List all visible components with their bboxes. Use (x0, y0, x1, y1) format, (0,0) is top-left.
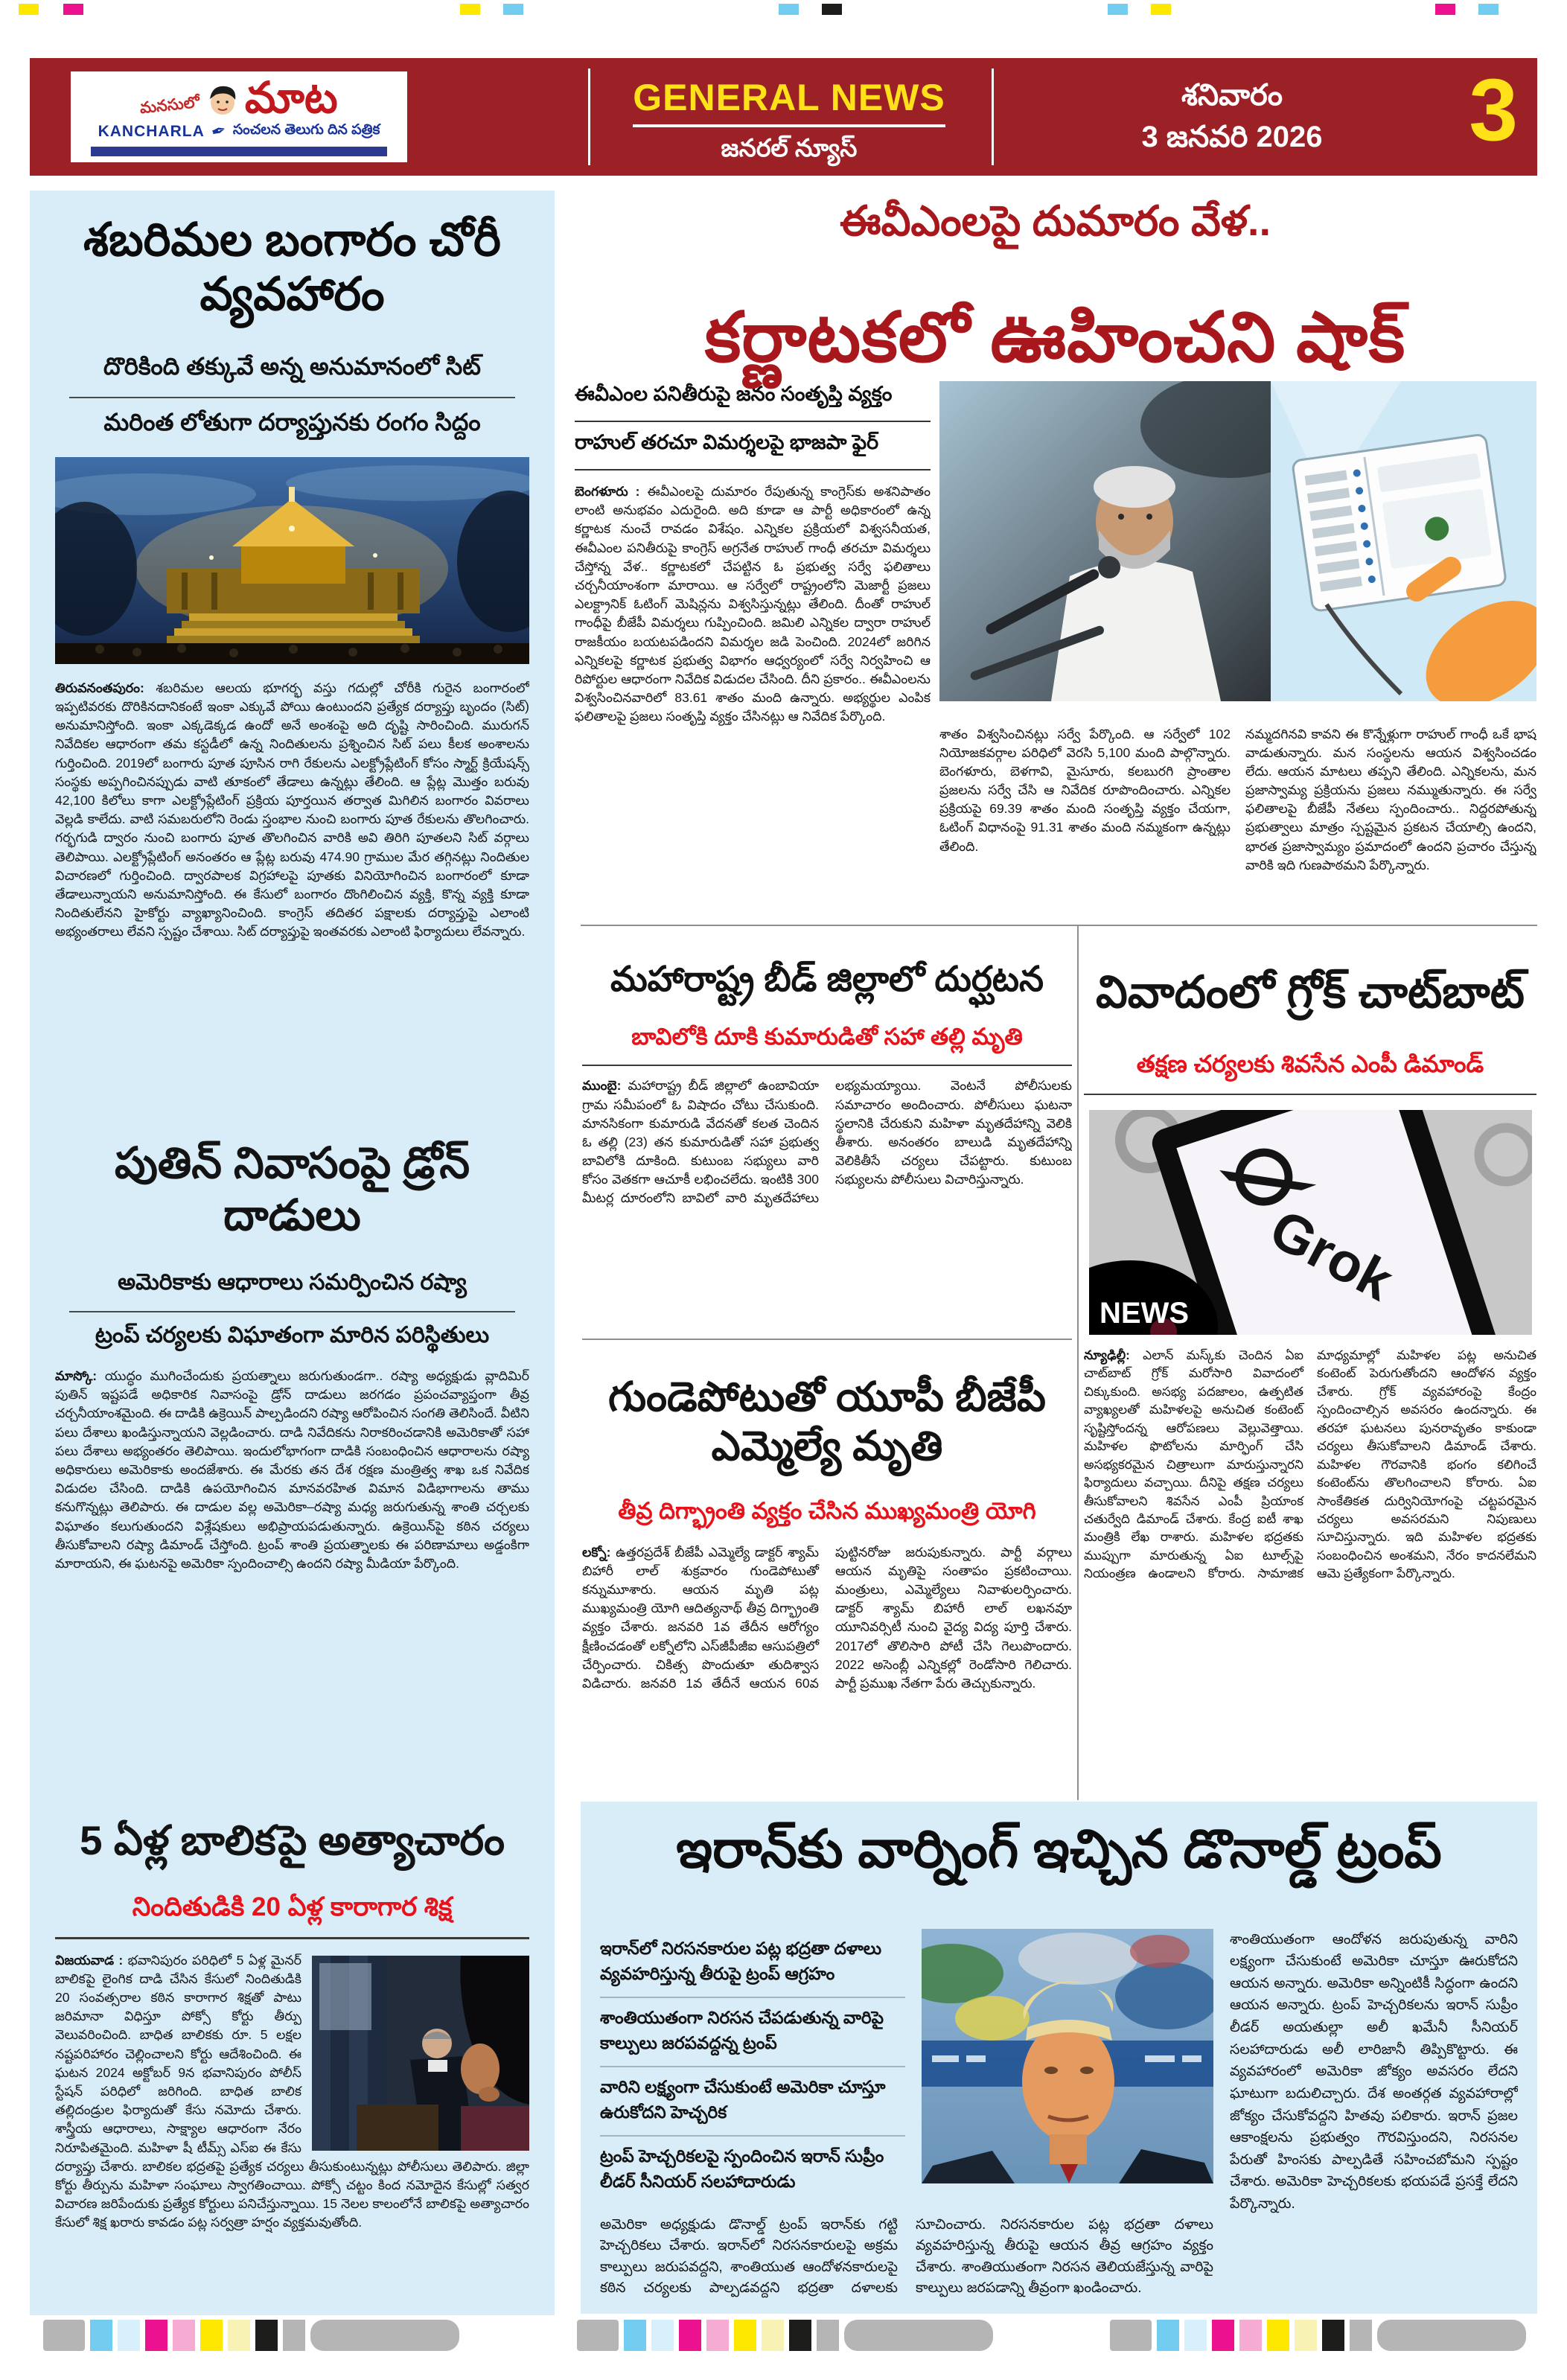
article-headline: 5 ఏళ్ల బాలికపై అత్యాచారం (80, 1816, 505, 1863)
article-headline: పుతిన్ నివాసంపై డ్రోన్ దాడులు (114, 1139, 470, 1240)
evm-article-continued (939, 712, 1536, 949)
column-divider (1077, 925, 1079, 1800)
color-swatch (817, 2320, 839, 2351)
article-deck: ట్రంప్ చర్యలకు విఘాతంగా మారిన పరిస్థితులు (95, 1323, 490, 1348)
color-swatch (1377, 2320, 1526, 2351)
page-number: 3 (1469, 61, 1518, 159)
article-up-mla-death (582, 1344, 1072, 1789)
article-deck: అమెరికాకు ఆధారాలు సమర్పించిన రష్యా (118, 1270, 467, 1295)
bullet-item: ఇరాన్‌లో నిరసనకారుల పట్ల భద్రతా దళాలు వ్యవహరిస్తున్న తీరుపై ట్రంప్ ఆగ్రహం (600, 1929, 905, 1998)
body-text: శబరిమల ఆలయ భూగర్భ వస్తు గదుల్లో చోరీకి గురైన బంగారంలో ఇప్పటివరకు దొరికినదానికంటే ఇంకా ఎక్కువే పోయి ఉంటుందని ప్రత్యేక దర్యాప్తు బృందం (సిట్) అనుమానిస్తోంది. ఇంకా ఎక్కడెక్కడ ఉందో అనే అంశంపై అది దృష్టి సారించింది. మురుగన్ నివేదికల ఆధారంగా తమ కస్టడీలో ఉన్న నిందితులను ప్రశ్నించిన సిట్ పలు కీలక అంశాలను గుర్తించింది. 2019లో బంగారు పూత పూసిన రాగి రేకులను ఎలక్ట్రోప్లేటింగ్ కోసం స్మార్ట్ క్రియేషన్స్ సంస్థకు అప్పగించినప్పుడు వాటి తూకంలో తేడాలు ఉన్నట్లు తేలింది. ఆ ప్లేట్ల మొత్తం బరువు 42,100 కిలోలు కాగా ఎలక్ట్రోప్లేటింగ్ ప్రక్రియ పూర్తయిన తర్వాత మిగిలిన బంగారం వివరాలు వెల్లడి కాలేదు. వాటి సమబరులోని రెండు స్తంభాల నుంచి బంగారు పూత రేకులను తొలగించారు. గర్భగుడి ద్వారం నుంచి బంగారు పూత తొలగించిన వారికి అవి తిరిగి పూతలని సిట్ వర్గాలు తెలిపాయి. ఎలక్ట్రోప్లేటింగ్ అనంతరం ఆ ప్లేట్ల బరువు 474.90 గ్రాముల మేర తగ్గినట్లు నిందితుల విచారణలో గుర్తించింది. ద్వారపాలక విగ్రహాలపై పూతకు వినియోగించిన బంగారంలో కూడా తేడాలున్నాయని అనుమానిస్తోంది. ఈ కేసులో బంగారం దొంగిలించిన వ్యక్తి, కొన్న వ్యక్తి కూడా నిందితులేనని హైకోర్టు వ్యాఖ్యానించింది. కాంగ్రెస్ తదితర పక్షాలకు దర్యాప్తుపై ఎలాంటి అభ్యంతరాలు లేవని స్పష్టం చేశాయి. సిట్ దర్యాప్తుపై ఇంతవరకు ఎలాంటి ఫిర్యాదులు లేవన్నారు. (55, 680, 529, 939)
article-body (55, 1367, 529, 1754)
newspaper-logo (71, 71, 407, 162)
article-girl-assault-verdict (55, 1788, 529, 2265)
color-swatch (779, 4, 799, 15)
color-swatch (145, 2320, 167, 2351)
bullet-item: వారిని లక్ష్యంగా చేసుకుంటే అమెరికా చూస్తూ ఉరుకోదని హెచ్చరిక (600, 2067, 905, 2137)
publisher-name: KANCHARLA (98, 122, 205, 140)
dateline: తిరువనంతపురం: (55, 680, 144, 695)
article-kicker: ఈవీఎంలపై దుమారం వేళ.. (839, 197, 1271, 244)
color-swatch (460, 4, 480, 15)
color-swatch (1184, 2320, 1207, 2351)
article-headline: శబరిమల బంగారం చోరీ వ్యవహారం (83, 214, 501, 321)
bullet-item: ట్రంప్ హెచ్చరికలపై స్పందించిన ఇరాన్ సుప్రీం లీడర్ సీనియర్ సలహాదారుడు (600, 2145, 884, 2192)
color-swatch (844, 2320, 993, 2351)
color-swatch (762, 2320, 784, 2351)
bullet-list (600, 1929, 905, 2204)
article-body-below-photo: అమెరికా అధ్యక్షుడు డొనాల్డ్ ట్రంప్ ఇరాన్‌కు గట్టి హెచ్చరికలు చేశారు. ఇరాన్‌లో నిరసనకారులపై అక్రమ కాల్పులు జరుపవద్దని, శాంతియుత ఆందోళనకారులపై కఠిన చర్యలకు పాల్పడవద్దని భద్రతా దళాలకు సూచించారు. నిరసనకారుల పట్ల భద్రతా దళాలు వ్యవహరిస్తున్న తీరుపై ఆయన తీవ్ర ఆగ్రహం వ్యక్తం చేశారు. శాంతియుతంగా నిరసన తెలియజేస్తున్న వారిపై కాల్పులు జరపడాన్ని తీవ్రంగా ఖండించారు. (600, 2216, 1213, 2297)
header-divider (992, 68, 994, 165)
dateline: విజయవాడ : (55, 1952, 124, 1968)
registration-marks-bottom (43, 2320, 1526, 2351)
left-column-panel (30, 191, 555, 2315)
body-text: యుద్ధం ముగించేందుకు ప్రయత్నాలు జరుగుతుండగా.. రష్యా అధ్యక్షుడు వ్లాదిమిర్ పుతిన్ ఇష్టపడే అధికారిక నివాసంపై డ్రోన్ దాడులు జరగడం ప్రపంచవ్యాప్తంగా తీవ్ర చర్చనీయాంశమైంది. ఈ దాడికి ఉక్రెయిన్ పాల్పడిందని రష్యా ఆరోపించిన సంగతి తెలిసిందే. వీటిని పలు దేశాలు ఖండిస్తున్నాయని వెల్లడించారు. దాడి నివేదికను నిరాకరించడానికి అమెరికాతో సహా పలు దేశాలు అభ్యంతరం తెలిపాయి. ఇందులోభాగంగా దాడికి సంబంధించిన ఆధారాలను రష్యా అధికారులు అమెరికాకు అందజేశారు. ఈ మేరకు తన దేశ రక్షణ మంత్రిత్వ శాఖ ఒక నివేదిక విడుదల చేసింది. దాడికి ఉపయోగించిన మానవరహిత విమాన విడిభాగాలను తాము కనుగొన్నట్లు తెలిపారు. ఈ దాడుల వల్ల అమెరికా–రష్యా మధ్య జరుగుతున్న శాంతి చర్చలకు విఘాతం కలుగుతుందని విశ్లేషకులు అభిప్రాయపడుతున్నారు. ఉక్రెయిన్‌పై కఠిన చర్యలు తీసుకోవాలని రష్యా డిమాండ్ చేస్తోంది. ట్రంప్ శాంతి ప్రయత్నాలకు ఈ పరిణామాలు అడ్డంకిగా మారాయని, ఈ ఘటనపై అమెరికా స్పందించాల్సి ఉందని రష్యా మీడియా పేర్కొంది. (55, 1368, 529, 1571)
grok-phone-photo (1089, 1110, 1532, 1335)
color-swatch (1295, 2320, 1317, 2351)
trump-article-left (600, 1929, 1213, 2352)
color-swatch (1108, 4, 1128, 15)
color-swatch (200, 2320, 223, 2351)
color-swatch (173, 2320, 195, 2351)
bullet-item: శాంతియుతంగా నిరసన చేపడుతున్న వారిపై కాల్పులు జరపవద్దన్న ట్రంప్ (600, 1998, 905, 2067)
color-swatch (1212, 2320, 1234, 2351)
article-deck: బావిలోకి దూకి కుమారుడితో సహా తల్లి మృతి (582, 1024, 1072, 1066)
article-deck: తక్షణ చర్యలకు శివసేన ఎంపీ డిమాండ్ (1084, 1050, 1536, 1095)
grok-logo-text: Grok (1260, 1197, 1403, 1312)
dateline: న్యూఢిల్లీ: (1084, 1347, 1130, 1362)
weekday: శనివారం (1181, 79, 1283, 112)
article-body (1084, 1347, 1536, 1694)
courtroom-photo (312, 1956, 529, 2151)
article-headline: ఇరాన్‌కు వార్నింగ్ ఇచ్చిన డొనాల్డ్ ట్రంప్ (676, 1820, 1442, 1879)
section-title-english: GENERAL NEWS (633, 76, 945, 127)
color-swatch (1267, 2320, 1289, 2351)
color-swatch (310, 2320, 459, 2351)
article-beed-tragedy (582, 935, 1072, 1350)
article-deck: తీవ్ర దిగ్భ్రాంతి వ్యక్తం చేసిన ముఖ్యమంత్రి యోగి (618, 1497, 1036, 1524)
color-swatch (43, 2320, 85, 2351)
header-divider (588, 68, 590, 165)
date-block (1012, 74, 1452, 158)
photo-badge: NEWS (1099, 1296, 1189, 1330)
article-headline: వివాదంలో గ్రోక్ చాట్‌బాట్ (1096, 967, 1525, 1018)
color-calibration-group (1110, 2320, 1526, 2351)
issue-date: 3 జనవరి 2026 (1141, 121, 1323, 153)
logo-title: మాట (244, 73, 338, 122)
logo-underline-bar (91, 147, 387, 156)
section-title-telugu: జనరల్ న్యూస్ (721, 134, 858, 162)
article-body (575, 482, 931, 923)
divider (581, 925, 1537, 926)
logo-tagline: సంచలన తెలుగు దిన పత్రిక (232, 121, 380, 138)
sabarimala-temple-photo (55, 457, 529, 664)
color-swatch (1151, 4, 1171, 15)
dateline: మాస్కో: (55, 1368, 98, 1384)
color-swatch (118, 2320, 140, 2351)
color-swatch (679, 2320, 701, 2351)
color-calibration-group (577, 2320, 993, 2351)
article-trump-iran-warning (581, 1802, 1537, 2314)
masthead (30, 58, 1537, 176)
color-swatch (577, 2320, 619, 2351)
article-body-right-column: శాంతియుతంగా ఆందోళన జరుపుతున్న వారిని లక్ష్యంగా చేసుకుంటే అమెరికా చూస్తూ ఊరుకోదని ఆయన అన్నారు. అమెరికా అన్నింటికీ సిద్ధంగా ఉందని ఆయన అన్నారు. ట్రంప్ హెచ్చరికలను ఇరాన్ సుప్రీం లీడర్ అయతుల్లా అలీ ఖమేనీ సీనియర్ సలహాదారుడు అలీ లారిజానీ తిప్పికొట్టారు. ఈ వ్యవహారంలో అమెరికా జోక్యం అవసరం లేదని ఘాటుగా బదులిచ్చారు. దేశ అంతర్గత వ్యవహారాల్లో జోక్యం చేసుకోవద్దని హితవు పలికారు. ఇరాన్ ప్రజల ఆకాంక్షలను ప్రభుత్వం గౌరవిస్తుందని, నిరసనల పేరుతో హింసకు పాల్పడితే సహించబోమని స్పష్టం చేశారు. అమెరికా హెచ్చరికలకు భయపడే ప్రసక్తే లేదని పేర్కొన్నారు. (1230, 1931, 1518, 2212)
rahul-gandhi-evm-photo (939, 381, 1536, 701)
color-swatch (1110, 2320, 1152, 2351)
color-swatch (1322, 2320, 1344, 2351)
article-headline: మహారాష్ట్ర బీడ్ జిల్లాలో దుర్ఘటన (610, 959, 1044, 999)
article-grok-chatbot-controversy (1084, 935, 1536, 1694)
article-deck: దొరికింది తక్కువే అన్న అనుమానంలో సిట్ (103, 352, 481, 380)
body-text: ఉత్తరప్రదేశ్ బీజేపీ ఎమ్మెల్యే డాక్టర్ శ్యామ్ బిహారీ లాల్ శుక్రవారం గుండెపోటుతో కన్నుమూశారు. ఆయన మృతి పట్ల ముఖ్యమంత్రి యోగి ఆదిత్యనాథ్ తీవ్ర దిగ్భ్రాంతి వ్యక్తం చేశారు. జనవరి 1వ తేదీన ఆరోగ్యం క్షీణించడంతో లక్నోలోని ఎస్‌జీపీజీఐ ఆసుపత్రిలో చేర్పించారు. చికిత్స పొందుతూ తుదిశ్వాస విడిచారు. జనవరి 1వ తేదీనే ఆయన 60వ పుట్టినరోజు జరుపుకున్నారు. పార్టీ వర్గాలు ఆయన మృతిపై సంతాపం ప్రకటించాయి. మంత్రులు, ఎమ్మెల్యేలు నివాళులర్పించారు. డాక్టర్ శ్యామ్ బిహారీ లాల్ లఖనవూ యూనివర్సిటీ నుంచి వైద్య విద్య పూర్తి చేశారు. 2017లో తొలిసారి పోటీ చేసి గెలుపొందారు. 2022 అసెంబ్లీ ఎన్నికల్లో రెండోసారి గెలిచారు. పార్టీ ప్రముఖ నేతగా పేరు తెచ్చుకున్నారు. (582, 1544, 1072, 1691)
color-swatch (63, 4, 83, 15)
color-swatch (1478, 4, 1499, 15)
body-text: ఈవీఎంలపై దుమారం రేపుతున్న కాంగ్రెస్‌కు అశనిపాతం లాంటి అనుభవం ఎదురైంది. అది కూడా ఆ పార్టీ అధికారంలో ఉన్న కర్ణాటక నుంచే రావడం విశేషం. ఎన్నికల ప్రక్రియలో విశ్వసనీయత, ఈవీఎంల పనితీరుపై కాంగ్రెస్ అగ్రనేత రాహుల్ గాంధీ తరచూ విమర్శలు చేస్తోన్న వేళ.. కర్ణాటకలో చేపట్టిన ఓ ప్రభుత్వ సర్వే ఫలితాలు చర్చనీయాంశంగా మారాయి. ఆ సర్వేలో రాష్ట్రంలోని మెజార్టీ ప్రజలు ఎలక్ట్రానిక్ ఓటింగ్ మెషిన్లను విశ్వసిస్తున్నట్లు తేలింది. దీంతో రాహుల్ గాంధీపై బీజేపీ విమర్శలు గుప్పించింది. జమిలి ఎన్నికల ద్వారా రాహుల్ రాజకీయం బయటపడిందని విమర్శల జడి పెంచింది. 2024లో జరిగిన ఎన్నికలపై కర్ణాటక ప్రభుత్వ విభాగం ఆధ్వర్యంలో సర్వే నిర్వహించి ఆ రిపోర్టుల ఆధారంగా నివేదిక విడుదల చేసింది. దీని ప్రకారం.. ఈవీఎంలను విశ్వసించినవారిలో 83.61 శాతం మంది ఉన్నారు. అభ్యర్థుల ఎంపిక ఫలితాలపై ప్రజలు సంతృప్తి వ్యక్తం చేసినట్లు ఆ నివేదిక పేర్కొంది. (575, 484, 931, 724)
color-swatch (1435, 4, 1455, 15)
logo-slogan: మనసులో (139, 93, 201, 118)
dateline: బెంగళూరు : (575, 484, 640, 499)
color-swatch (228, 2320, 250, 2351)
color-swatch (706, 2320, 729, 2351)
article-headline: గుండెపోటుతో యూపీ బీజేపీ ఎమ్మెల్యే మృతి (608, 1373, 1046, 1469)
dateline: లక్నో: (582, 1544, 611, 1560)
color-calibration-group (43, 2320, 459, 2351)
article-sabarimala-gold-theft (55, 208, 529, 1135)
divider (69, 1311, 515, 1312)
body-text: భవానిపురం పరిధిలో 5 ఏళ్ల మైనర్ బాలికపై లైంగిక దాడి చేసిన కేసులో నిందితుడికి 20 సంవత్సరాల కఠిన కారాగార శిక్షతో పాటు జరిమానా విధిస్తూ పోక్సో కోర్టు తీర్పు వెలువరించింది. బాధిత బాలికకు రూ. 5 లక్షల నష్టపరిహారం చెల్లించాలని కోర్టు ఆదేశించింది. ఈ ఘటన 2024 అక్టోబర్ 9న భవానిపురం పోలీస్ స్టేషన్ పరిధిలో జరిగింది. బాధిత బాలిక తల్లిదండ్రుల ఫిర్యాదుతో కేసు నమోదు చేశారు. శాస్త్రీయ ఆధారాలు, సాక్ష్యాల ఆధారంగా నేరం నిరూపితమైంది. మహిళా షీ టీమ్స్ ఎస్ఐ ఈ కేసు దర్యాప్తు చేశారు. బాలికల భద్రతపై ప్రత్యేక చర్యలు తీసుకుంటున్నట్లు పోలీసులు తెలిపారు. జిల్లా కోర్టు తీర్పును మహిళా సంఘాలు స్వాగతించాయి. పోక్సో చట్టం కింద నమోదైన కేసుల్లో సత్వర విచారణ జరిపేందుకు ప్రత్యేక కోర్టులు పనిచేస్తున్నాయి. 15 నెలల కాలంలోనే బాలికపై అత్యాచారం కేసులో శిక్ష ఖరారు కావడం పట్ల సర్వత్రా హర్షం వ్యక్తమవుతోంది. (55, 1952, 529, 2230)
color-swatch (1239, 2320, 1262, 2351)
section-banner (603, 76, 975, 168)
article-body (55, 679, 529, 1096)
article-deck: ఈవీఎంల పనితీరుపై జనం సంతృప్తి వ్యక్తం (575, 374, 931, 422)
article-headline-karnataka-shock: కర్ణాటకలో ఊహించని షాక్ (704, 299, 1406, 377)
color-swatch (822, 4, 842, 15)
evm-article-left-column (575, 374, 931, 937)
article-body-column: నమ్మదగినవి కావని ఈ కొన్నేళ్లుగా రాహుల్ గాంధీ ఒకే భాష వాడుతున్నారు. మన సంస్థలను ఆయన విశ్వసించడం లేదు. ఆయన మాటలు తప్పని తేలింది. ఎన్నికలను, మన ప్రజాస్వామ్య ప్రక్రియను ప్రజలు నమ్ముతున్నారు. ఈ సర్వే ఫలితాలపై బీజేపీ నేతలు స్పందించారు.. నిద్దరపోతున్న ప్రభుత్వాలు మాత్రం స్పష్టమైన ప్రకటన చేయాల్సి ఉందని, భారత ప్రజాస్వామ్యం ప్రమాదంలో ఉందని ప్రచారం చేస్తున్న వారికి ఇది గుణపాఠమని పేర్కొన్నారు. (1245, 726, 1536, 872)
article-putin-drone-attacks (55, 1135, 529, 1788)
article-deck: మరింత లోతుగా దర్యాప్తునకు రంగం సిద్దం (103, 408, 481, 436)
color-swatch (90, 2320, 112, 2351)
donald-trump-photo (922, 1929, 1213, 2183)
article-body (582, 1076, 1072, 1350)
dateline: ముంబై: (582, 1078, 622, 1094)
pen-nib-icon: ✒ (208, 119, 229, 144)
body-text: ఎలాన్ మస్క్‌కు చెందిన ఏఐ చాట్‌బాట్ గ్రోక్ మరోసారి వివాదంలో చిక్కుకుంది. అసభ్య పదజాలం, ఉత్పటిత వ్యాఖ్యలతో మహిళలపై అనుచిత కంటెంట్ సృష్టిస్తోందన్న ఆరోపణలు వెల్లువెత్తాయి. మహిళల ఫొటోలను మార్ఫింగ్ చేసి అసభ్యకరమైన చిత్రాలుగా మారుస్తున్నారని ఫిర్యాదులు వచ్చాయి. దీనిపై తక్షణ చర్యలు తీసుకోవాలని శివసేన ఎంపీ ప్రియాంక చతుర్వేది డిమాండ్ చేశారు. కేంద్ర ఐటీ శాఖ మంత్రికి లేఖ రాశారు. మహిళల భద్రతకు ముప్పుగా మారుతున్న ఏఐ టూల్స్‌పై నియంత్రణ ఉండాలని కోరారు. సామాజిక మాధ్యమాల్లో మహిళల పట్ల అనుచిత కంటెంట్ పెరుగుతోందని ఆందోళన వ్యక్తం చేశారు. గ్రోక్ వ్యవహారంపై కేంద్రం స్పందించాల్సిన అవసరం ఉందన్నారు. ఈ తరహా ఘటనలు పునరావృతం కాకుండా చర్యలు తీసుకోవాలని డిమాండ్ చేశారు. మహిళల గౌరవానికి భంగం కలిగించే కంటెంట్‌ను తొలగించాలని కోరారు. ఏఐ సాంకేతికత దుర్వినియోగంపై చట్టపరమైన చర్యలు అవసరమని నిపుణులు సూచిస్తున్నారు. ఇది మహిళల భద్రతకు సంబంధించిన అంశమని, నేరం కాదనలేమని ఆమె ప్రత్యేకంగా పేర్కొన్నారు. (1084, 1347, 1536, 1581)
color-swatch (1350, 2320, 1372, 2351)
color-swatch (651, 2320, 674, 2351)
color-swatch (734, 2320, 756, 2351)
color-swatch (283, 2320, 305, 2351)
body-text: మహారాష్ట్ర బీడ్ జిల్లాలో ఉంబావియా గ్రామ సమీపంలో ఓ విషాదం చోటు చేసుకుంది. మానసికంగా కుమారుడి వేదనతో కలత చెందిన ఓ తల్లి (23) తన కుమారుడితో సహా ప్రభుత్వ బావిలోకి దూకింది. కుటుంబ సభ్యులు వారి కోసం వెతకగా ఆచూకీ లభించలేదు. ఇంటికి 300 మీటర్ల దూరంలోని బావిలో వారి మృతదేహాలు లభ్యమయ్యాయి. వెంటనే పోలీసులకు సమాచారం అందించారు. పోలీసులు ఘటనా స్థలానికి చేరుకుని మహిళా మృతదేహాన్ని వెలికి తీశారు. అనంతరం బాలుడి మృతదేహాన్ని వెలికితీసే చర్యలు చేపట్టారు. కుటుంబ సభ్యులను పోలీసులు విచారిస్తున్నారు. (582, 1078, 1072, 1206)
color-swatch (19, 4, 39, 15)
color-swatch (789, 2320, 811, 2351)
color-swatch (255, 2320, 278, 2351)
article-body (55, 1951, 529, 2233)
article-body-column: శాతం విశ్వసించినట్లు సర్వే పేర్కొంది. ఆ సర్వేలో 102 నియోజకవర్గాల పరిధిలో వెరసి 5,100 మంది పాల్గొన్నారు. బెంగళూరు, బెళగావి, మైసూరు, కలబురగి ప్రాంతాల ప్రజలను సర్వే చేసి ఆ నివేదిక రూపొందించారు. ఎన్నికల ప్రక్రియపై 69.39 శాతం మంది సంతృప్తి వ్యక్తం చేయగా, ఓటింగ్ విధానంపై 91.31 శాతం మంది నమ్మకంగా ఉన్నట్లు తేలింది. (939, 726, 1231, 854)
article-deck: రాహుల్ తరచూ విమర్శలపై భాజపా ఫైర్ (575, 422, 931, 470)
logo-face-icon (206, 81, 239, 118)
color-swatch (1157, 2320, 1179, 2351)
article-body (582, 1543, 1072, 1789)
color-swatch (624, 2320, 646, 2351)
color-swatch (503, 4, 523, 15)
article-deck: నిందితుడికి 20 ఏళ్ల కారాగార శిక్ష (55, 1892, 529, 1939)
divider (69, 397, 515, 398)
